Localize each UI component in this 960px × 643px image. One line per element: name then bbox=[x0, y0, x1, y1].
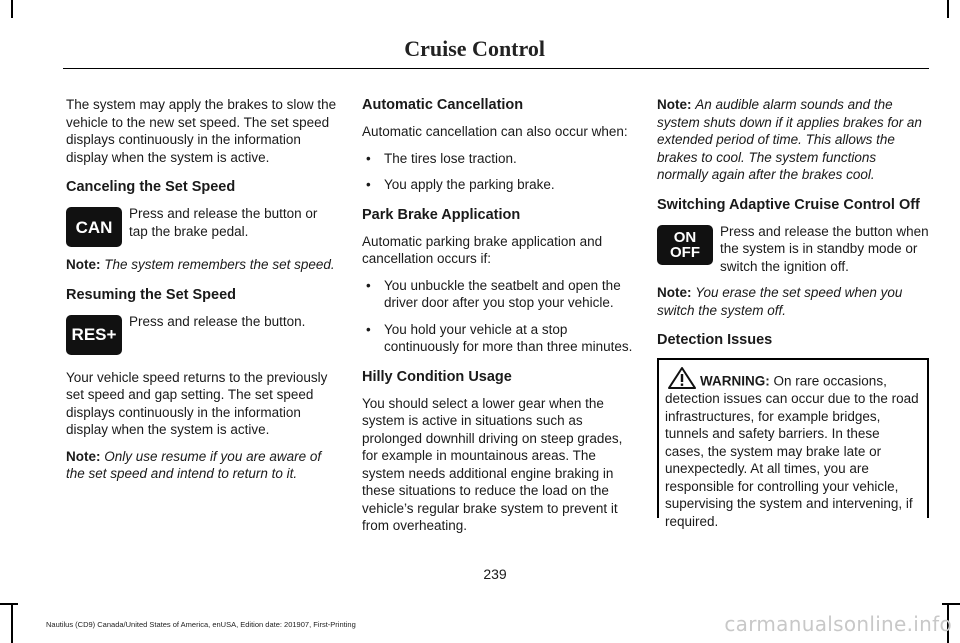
column-right bbox=[657, 96, 929, 529]
list-item: • You apply the parking brake. bbox=[362, 176, 634, 194]
note-label: Note: bbox=[66, 257, 101, 272]
crop-mark bbox=[942, 603, 960, 605]
list-item: • You unbuckle the seatbelt and open the driver door after you stop your vehicle. bbox=[362, 277, 634, 312]
hilly-heading: Hilly Condition Usage bbox=[362, 368, 512, 385]
crop-mark bbox=[0, 603, 18, 605]
list-item: • You hold your vehicle at a stop continuously for more than three minutes. bbox=[362, 321, 634, 356]
crop-mark bbox=[11, 603, 13, 643]
cancel-note bbox=[66, 256, 338, 274]
park-brake-intro: Automatic parking brake application and cancellation occurs if: bbox=[362, 233, 603, 266]
note-text: Only use resume if you are aware of the set speed and intend to return to it. bbox=[66, 448, 322, 481]
column-left bbox=[66, 96, 338, 492]
header-rule bbox=[63, 68, 929, 69]
resuming-heading: Resuming the Set Speed bbox=[66, 286, 237, 303]
warning-triangle-icon bbox=[667, 366, 697, 390]
switch-off-instruction-text: Press and release the button when the system is in standby mode or switch the ignition off. bbox=[720, 223, 929, 274]
resume-note bbox=[66, 448, 338, 483]
canceling-heading: Canceling the Set Speed bbox=[66, 179, 236, 195]
list-item: • The tires lose traction. bbox=[362, 150, 634, 168]
note-text: You erase the set speed when you switch the system off. bbox=[657, 285, 903, 318]
edition-footer: Nautilus (CD9) Canada/United States of America, enUSA, Edition date: 201907, First-Printing bbox=[46, 620, 356, 629]
resume-instruction-text: Press and release the button. bbox=[129, 313, 306, 329]
switch-off-heading: Switching Adaptive Cruise Control Off bbox=[657, 196, 920, 213]
watermark: carmanualsonline.info bbox=[724, 612, 952, 636]
on-off-button-icon: ON OFF bbox=[657, 225, 713, 265]
crop-mark bbox=[947, 0, 949, 18]
detection-heading: Detection Issues bbox=[657, 332, 773, 348]
note-text: The system remembers the set speed. bbox=[104, 257, 335, 272]
page-number: 239 bbox=[483, 566, 507, 582]
switch-off-note bbox=[657, 284, 929, 319]
auto-cancel-intro: Automatic cancellation can also occur when: bbox=[362, 124, 628, 139]
note-label: Note: bbox=[657, 285, 692, 300]
warning-text: On rare occasions, detection issues can occur due to the road infrastructures, for example bridges, tunnels and safety barriers. In these cases, the system may brake late or unexpectedly. At all times, you are responsible for controlling your vehicle, supervising the system and intervening, if required. bbox=[665, 373, 919, 529]
cancel-instruction-text: Press and release the button or tap the brake pedal. bbox=[129, 206, 318, 239]
warning-box bbox=[657, 358, 929, 529]
note-label: Note: bbox=[657, 97, 692, 112]
auto-cancel-heading: Automatic Cancellation bbox=[362, 97, 524, 113]
column-middle bbox=[362, 96, 634, 544]
note-text: An audible alarm sounds and the system shuts down if it applies brakes for an extended period of time. This allows the brakes to cool. The system functions normally again after the brakes cool. bbox=[657, 97, 922, 182]
warning-label: WARNING: bbox=[700, 373, 770, 389]
auto-cancel-list bbox=[362, 150, 634, 194]
intro-paragraph: The system may apply the brakes to slow the vehicle to the new set speed. The set speed displays continuously in the information display when the system is active. bbox=[66, 97, 337, 165]
resume-paragraph: Your vehicle speed returns to the previously set speed and gap setting. The set speed displays continuously in the information display when the system is active. bbox=[66, 369, 328, 437]
alarm-note bbox=[657, 96, 929, 184]
chapter-title: Cruise Control bbox=[404, 36, 545, 61]
cancel-instruction bbox=[66, 205, 338, 247]
switch-off-instruction bbox=[657, 223, 929, 276]
resume-instruction bbox=[66, 313, 338, 355]
cancel-button-icon: CAN bbox=[66, 207, 122, 247]
park-brake-heading: Park Brake Application bbox=[362, 206, 521, 223]
hilly-paragraph: You should select a lower gear when the system is active in situations such as prolonged downhill driving on steep grades, for example in mountainous areas. The system needs additional engine braking in these situations to reduce the load on the vehicle’s regular brake system to prevent it from overheating. bbox=[362, 395, 623, 533]
note-label: Note: bbox=[66, 448, 101, 464]
resume-button-icon: RES+ bbox=[66, 315, 122, 355]
crop-mark bbox=[11, 0, 13, 18]
park-brake-list bbox=[362, 277, 634, 356]
